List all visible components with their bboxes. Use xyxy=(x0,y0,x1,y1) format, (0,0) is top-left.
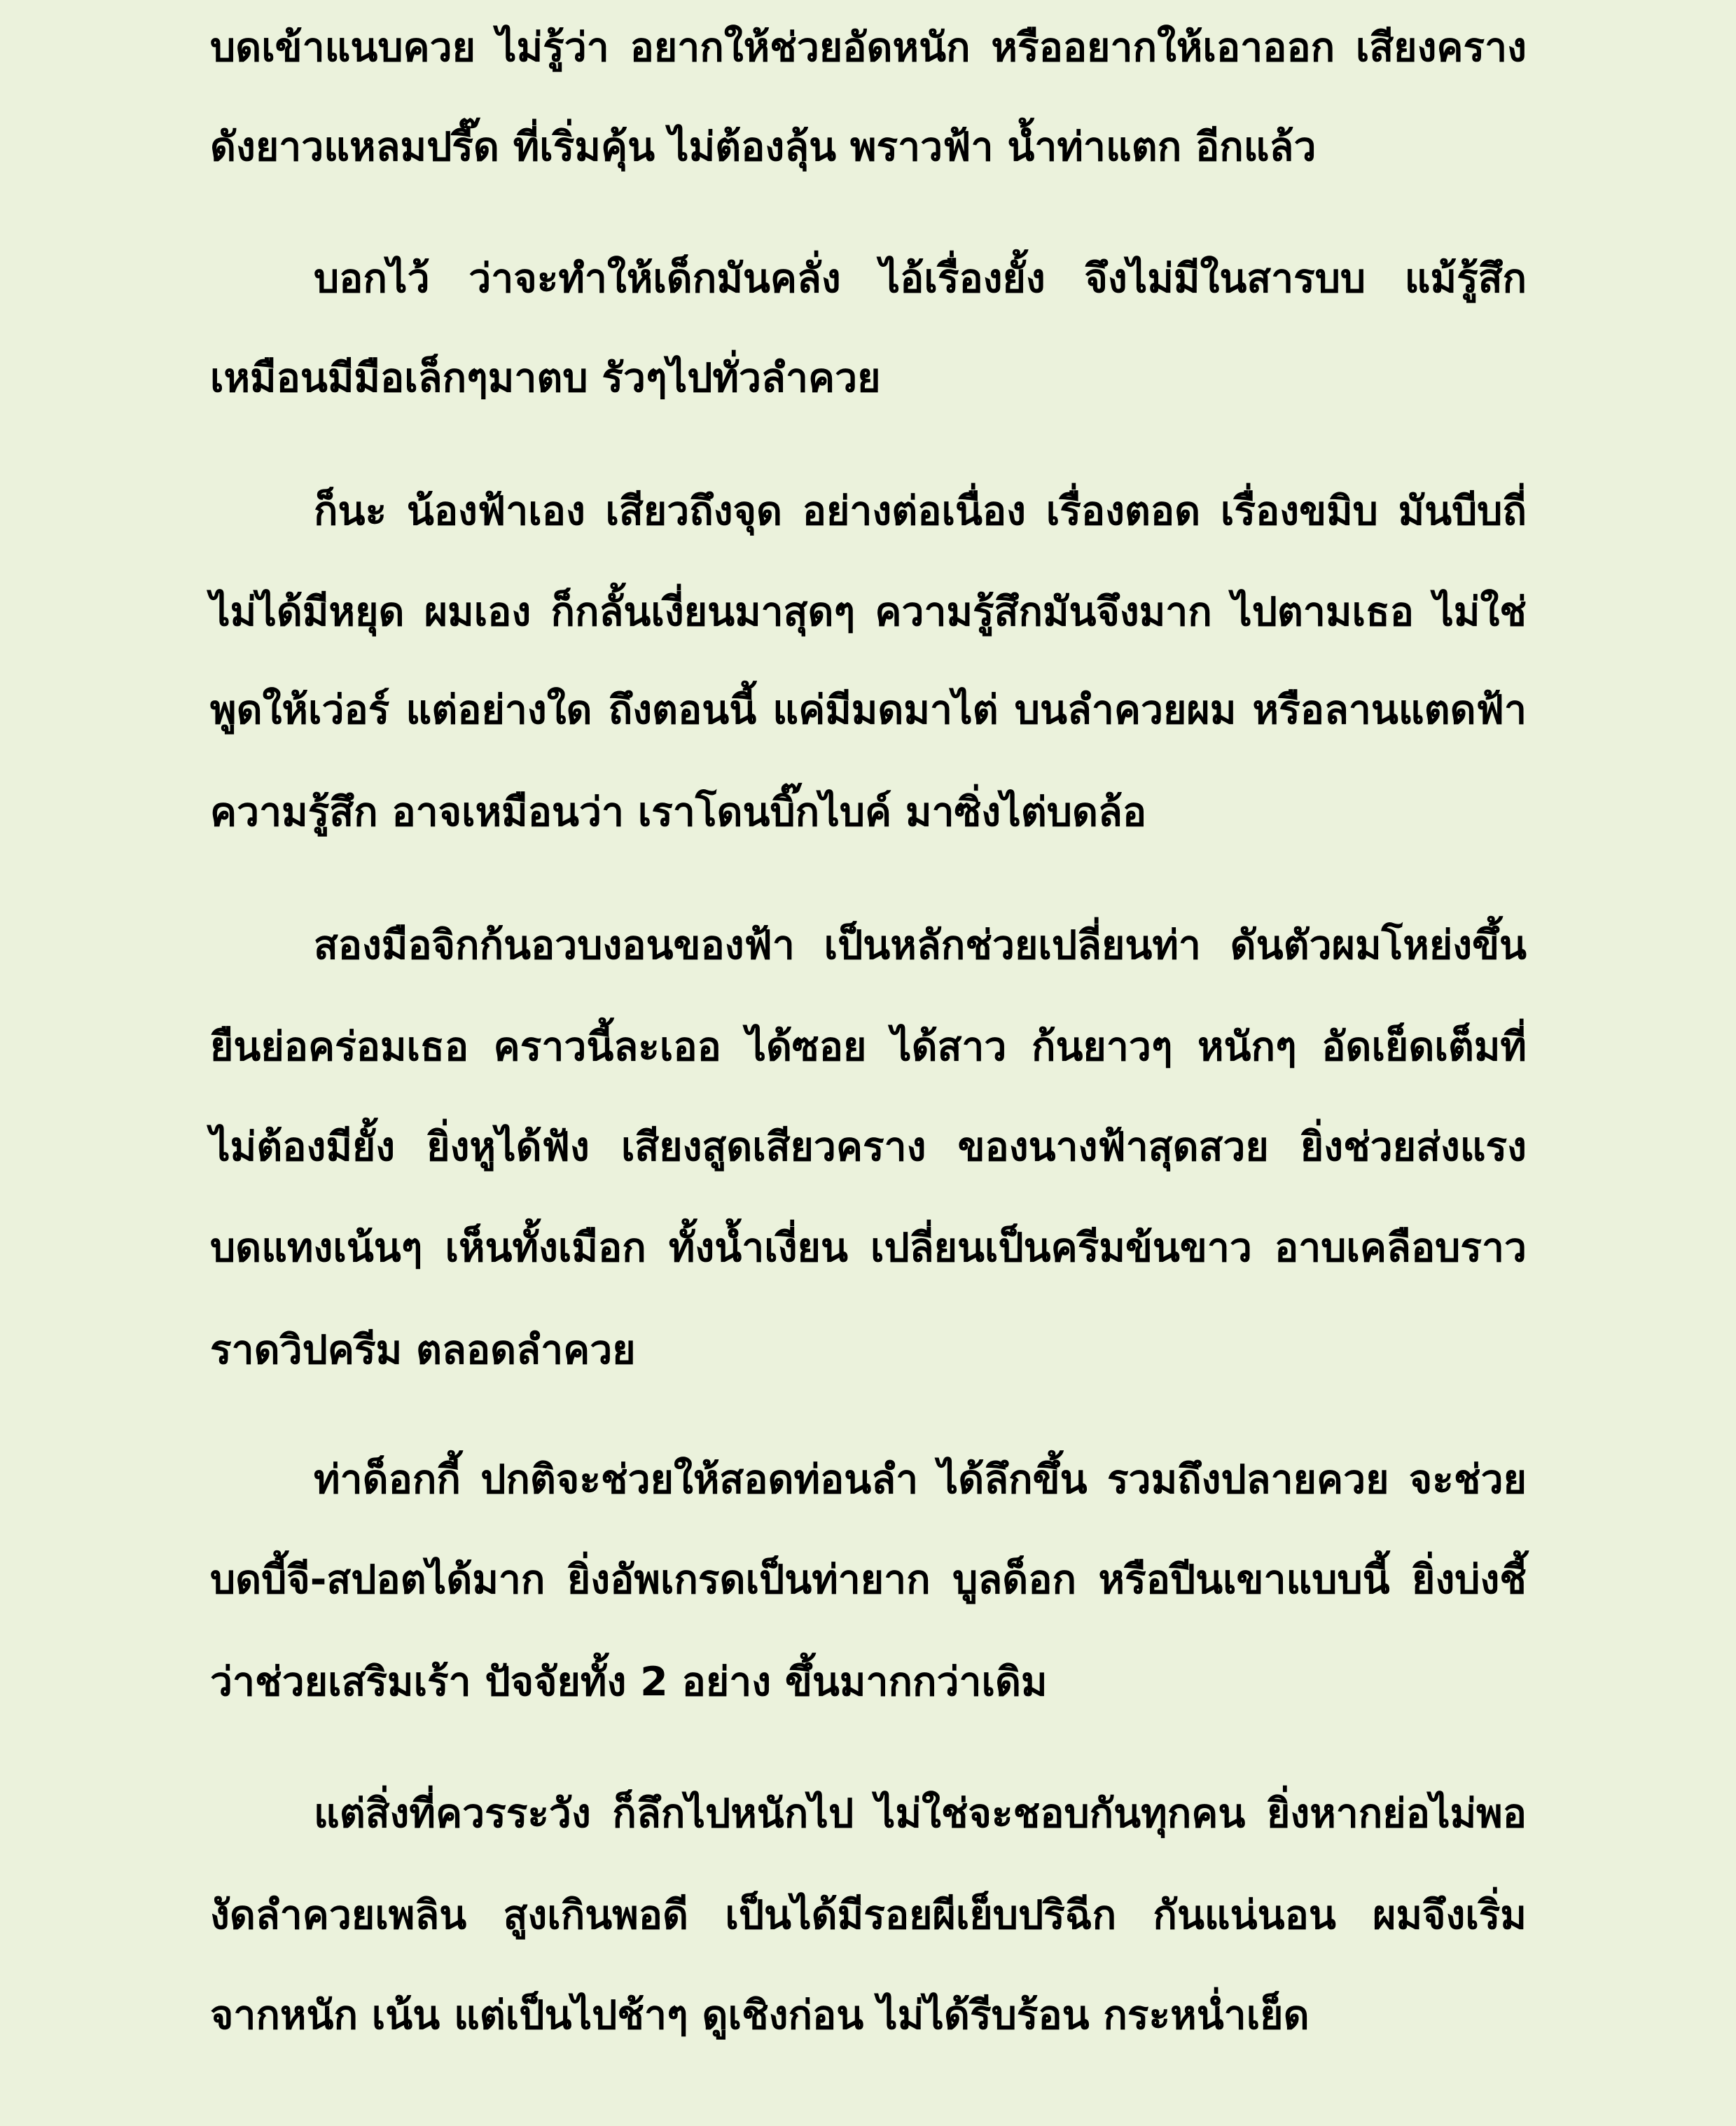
text-line: ความรู้สึก อาจเหมือนว่า เราโดนบิ๊กไบค์ มาซิ่งไต่บดล้อ xyxy=(210,789,1147,835)
text-line: ท่าด็อกกี้ ปกติจะช่วยให้สอดท่อนลำ ได้ลึกขึ้น รวมถึงปลายควย จะช่วย xyxy=(314,1457,1527,1503)
text-line: บดบี้จี-สปอตได้มาก ยิ่งอัพเกรดเป็นท่ายาก บูลด็อก หรือปีนเขาแบบนี้ ยิ่งบ่งชี้ xyxy=(210,1557,1527,1603)
text-line: งัดลำควยเพลิน สูงเกินพอดี เป็นได้มีรอยผีเย็บปริฉีก กันแน่นอน ผมจึงเริ่ม xyxy=(210,1892,1527,1938)
text-line: ก็นะ น้องฟ้าเอง เสียวถึงจุด อย่างต่อเนื่อง เรื่องตอด เรื่องขมิบ มันบีบถี่ xyxy=(314,488,1527,534)
text-line: เหมือนมีมือเล็กๆมาตบ รัวๆไปทั่วลำควย xyxy=(210,355,881,401)
text-line: ว่าช่วยเสริมเร้า ปัจจัยทั้ง 2 อย่าง ขึ้นมากกว่าเดิม xyxy=(210,1659,1048,1705)
text-line: ไม่ต้องมียั้ง ยิ่งหูได้ฟัง เสียงสูดเสียวคราง ของนางฟ้าสุดสวย ยิ่งช่วยส่งแรง xyxy=(210,1124,1527,1170)
text-line: บดเข้าแนบควย ไม่รู้ว่า อยากให้ช่วยอัดหนัก หรืออยากให้เอาออก เสียงคราง xyxy=(210,25,1527,71)
text-line: บดแทงเน้นๆ เห็นทั้งเมือก ทั้งน้ำเงี่ยน เปลี่ยนเป็นครีมข้นขาว อาบเคลือบราว xyxy=(210,1225,1527,1271)
text-line: ยืนย่อคร่อมเธอ คราวนี้ละเออ ได้ซอย ได้สาว ก้นยาวๆ หนักๆ อัดเย็ดเต็มที่ xyxy=(210,1024,1527,1070)
text-line: สองมือจิกก้นอวบงอนของฟ้า เป็นหลักช่วยเปลี่ยนท่า ดันตัวผมโหย่งขึ้น xyxy=(314,922,1527,968)
text-line: ดังยาวแหลมปรี๊ด ที่เริ่มคุ้น ไม่ต้องลุ้น พราวฟ้า น้ำท่าแตก อีกแล้ว xyxy=(210,124,1317,170)
text-line: บอกไว้ ว่าจะทำให้เด็กมันคลั่ง ไอ้เรื่องยั้ง จึงไม่มีในสารบบ แม้รู้สึก xyxy=(314,256,1527,302)
text-line: ไม่ได้มีหยุด ผมเอง ก็กลั้นเงี่ยนมาสุดๆ ความรู้สึกมันจึงมาก ไปตามเธอ ไม่ใช่ xyxy=(210,589,1527,635)
text-line: แต่สิ่งที่ควรระวัง ก็ลึกไปหนักไป ไม่ใช่จะชอบกันทุกคน ยิ่งหากย่อไม่พอ xyxy=(314,1791,1527,1837)
text-line: ราดวิปครีม ตลอดลำควย xyxy=(210,1327,636,1373)
text-line: พูดให้เว่อร์ แต่อย่างใด ถึงตอนนี้ แค่มีมดมาไต่ บนลำควยผม หรือลานแตดฟ้า xyxy=(210,687,1527,733)
text-line: จากหนัก เน้น แต่เป็นไปช้าๆ ดูเชิงก่อน ไม่ได้รีบร้อน กระหน่ำเย็ด xyxy=(210,1992,1310,2038)
